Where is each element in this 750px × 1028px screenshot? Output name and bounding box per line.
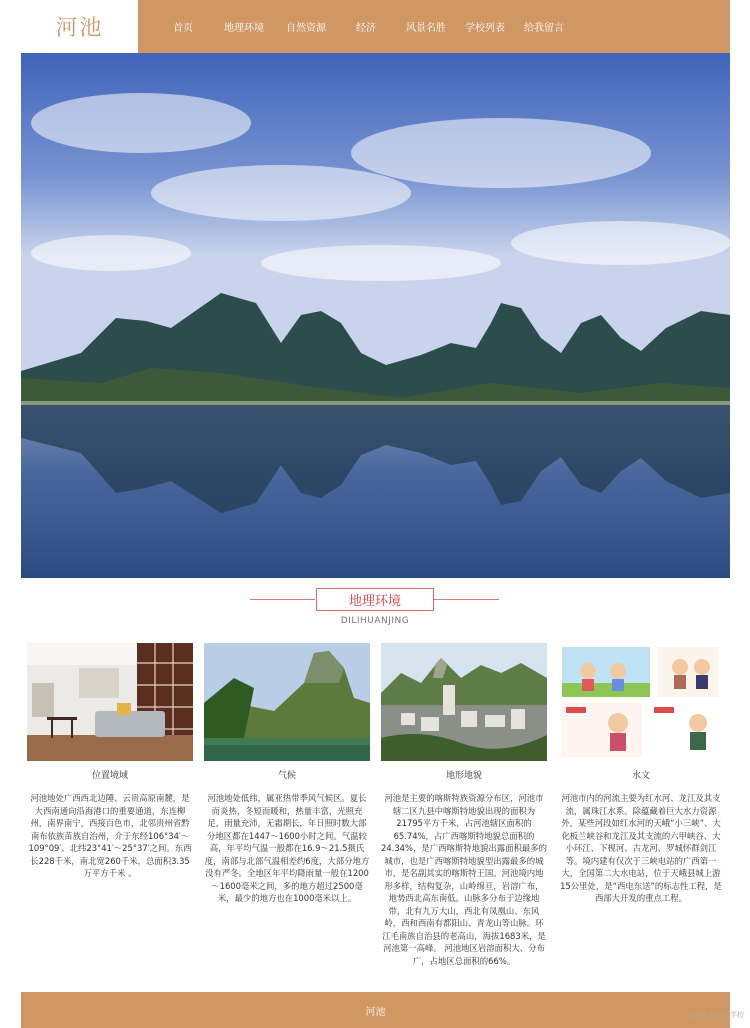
nav-economy[interactable]: 经济 bbox=[356, 23, 376, 34]
hero-landscape-image bbox=[21, 53, 730, 578]
site-footer bbox=[21, 992, 730, 1028]
main-nav bbox=[161, 0, 564, 53]
nav-message[interactable]: 给我留言 bbox=[524, 23, 564, 34]
climate-text: 河池地处低纬，属亚热带季风气候区。夏长而炎热，冬短而暖和，热量丰富，光照充足，雨量充沛，无霜期长，年日照时数大部分地区都在1447～1600小时之间。气温较高，年平均气温一般都在16.9～21.5摄氏度，南部与北部气温相差约6度，大部分地方没有严冬。全地区年平均降雨量一般在1200～1600毫米之间，多的地方超过2500毫米，最少的地方也在1000毫米以上。 bbox=[204, 793, 370, 903]
card-location bbox=[27, 643, 193, 880]
climate-image bbox=[204, 643, 370, 761]
location-image bbox=[27, 643, 193, 761]
logo[interactable] bbox=[21, 0, 138, 53]
location-title: 位置境域 bbox=[91, 771, 128, 781]
section-title-box bbox=[316, 588, 434, 611]
section-title: 地理环境 bbox=[348, 594, 401, 609]
title-divider-left bbox=[250, 599, 315, 600]
title-divider-right bbox=[434, 599, 499, 600]
terrain-text: 河池是主要的喀斯特族资源分布区，河池市辖二区九县中喀斯特地貌出现的面积为21795平方千米，占河池辖区面积的65.74%，占广西喀斯特地貌总面积的24.34%，是广西喀斯特地貌出露面积最多的城市，也是广西喀斯特地貌型出露最多的城市，是名副其实的喀斯特王国。河池境内地形多样，结构复杂，山岭绵亘，岩溶广布，地势西北高东南低。山脉多分布于边缘地带，北有九万大山，西北有凤凰山、东风岭，西和西南有都阳山、青龙山等山脉。环江毛南族自治县的老高山，海拔1683米，是河池第一高峰。 河池地区岩溶面积大、分布广，占地区总面积的66%。 bbox=[381, 793, 547, 966]
terrain-title: 地形地貌 bbox=[445, 771, 482, 781]
card-terrain bbox=[381, 643, 547, 967]
nav-home[interactable]: 首页 bbox=[173, 23, 193, 34]
card-hydrology bbox=[558, 643, 724, 905]
footer-text: 河池 bbox=[365, 1006, 386, 1018]
nav-scenery[interactable]: 风景名胜 bbox=[406, 23, 446, 34]
section-heading bbox=[0, 588, 750, 628]
section-subtitle: DILIHUANJING bbox=[340, 616, 410, 626]
climate-title: 气候 bbox=[277, 771, 296, 781]
hydrology-text: 河池市内的河流主要为红水河、龙江及其支流，属珠江水系。除蕴藏着巨大水力资源外，某些河段如红水河的天峨“小三峡”、大化板兰峡谷和龙江及其支流的六甲峡谷、大小环江、下枧河、古龙河、罗城怀群剑江等。境内建有仅次于三峡电站的广西第一大，全国第二大水电站，位于天峨县城上游15公里处，是“西电东送”的标志性工程，是西部大开发的重点工程。 bbox=[560, 793, 722, 903]
nav-resources[interactable]: 自然资源 bbox=[286, 23, 326, 34]
nav-geography[interactable]: 地理环境 bbox=[224, 23, 264, 34]
nav-schools[interactable]: 学校列表 bbox=[465, 23, 505, 34]
location-text: 河池地处广西西北边陲、云贵高原南麓，是大西南通向沿海港口的重要通道，东连柳州，南界南宁，西接百色市，北邻贵州省黔南布依族苗族自治州，介于东经106°34′～109°09′、北纬23°41′～25°37′之间。东西长228千米，南北宽260千米，总面积3.35万平方千米 。 bbox=[28, 793, 192, 878]
logo-text: 河池 bbox=[55, 16, 104, 41]
watermark: CSDN @河池学校 bbox=[686, 1011, 744, 1019]
hydrology-image bbox=[558, 643, 724, 761]
site-header bbox=[21, 0, 730, 53]
card-climate bbox=[204, 643, 370, 905]
terrain-image bbox=[381, 643, 547, 761]
hydrology-title: 水文 bbox=[631, 771, 650, 781]
